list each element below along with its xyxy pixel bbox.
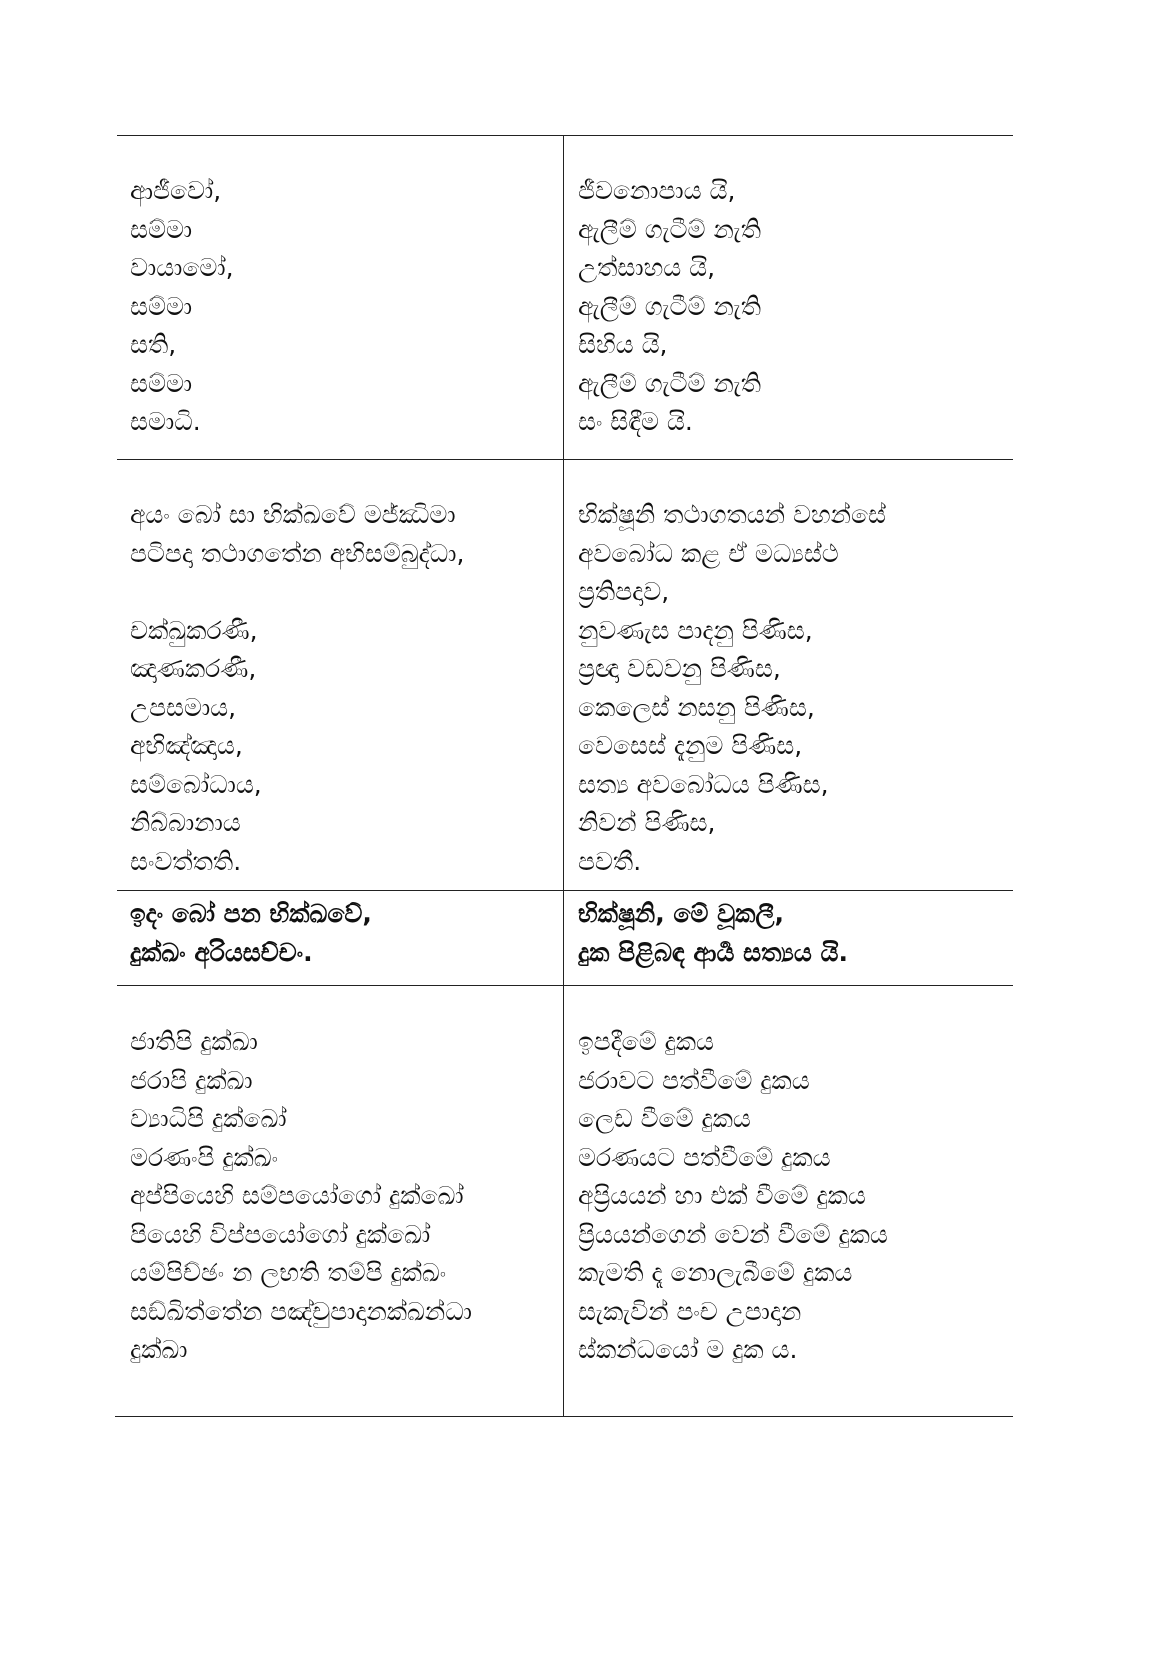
section-2-pali — [130, 496, 464, 881]
sinhala-line: උත්සාහය යි, — [578, 253, 716, 282]
sinhala-line: දුක පිළිබඳ ආර්‍ය සත්‍යය යි. — [578, 937, 849, 967]
sinhala-line: ඉපදීමේ දුකය — [578, 1027, 714, 1056]
row-divider-1 — [117, 459, 1013, 460]
pali-line: චක්ඛුකරණී, — [130, 615, 258, 645]
sinhala-line: කෙලෙස් නසනු පිණිස, — [578, 692, 815, 722]
section-1-pali — [130, 172, 234, 442]
pali-line: දුක්ඛං අරියසච්චං. — [130, 937, 313, 967]
section-4-pali — [130, 1023, 472, 1370]
pali-line: සම්බෝධාය, — [130, 769, 262, 799]
sinhala-line: ජරාවට පත්වීමේ දුකය — [578, 1065, 810, 1095]
section-4-sinhala — [578, 1023, 888, 1370]
sinhala-line: අප්‍රියයන් හා එක් වීමේ දුකය — [578, 1181, 866, 1210]
sinhala-line: ජීවනොපාය යි, — [578, 176, 736, 205]
sinhala-line: සං සිඳීම යි. — [578, 407, 693, 436]
sinhala-line: ඇලීම් ගැටීම් නැති — [578, 291, 762, 321]
blank-line — [130, 573, 464, 612]
pali-line: අභිඤ්ඤාය, — [130, 731, 243, 760]
pali-line: වායාමෝ, — [130, 253, 234, 282]
sinhala-line: භික්ෂූනි තථාගතයන් වහන්සේ — [578, 500, 886, 529]
pali-line: යම්පිච්ඡං න ලභති තම්පි දුක්ඛං — [130, 1258, 447, 1287]
sinhala-line: නිවන් පිණිස, — [578, 808, 716, 837]
pali-line: පටිපදා තථාගතේන අභිසම්බුද්ධා, — [130, 538, 465, 568]
section-1-sinhala — [578, 172, 761, 442]
sinhala-line: සිහිය යි, — [578, 330, 668, 359]
pali-line: අප්පියෙහි සම්පයෝගෝ දුක්ඛෝ — [130, 1181, 464, 1210]
sinhala-line: ප්‍රියයන්ගෙන් වෙන් වීමේ දුකය — [578, 1219, 888, 1249]
pali-line: සම්මා — [130, 214, 193, 244]
sinhala-line: ස්කන්ධයෝ ම දුක ය. — [578, 1335, 798, 1364]
pali-line: ඉදං බෝ පන භික්ඛවේ, — [130, 899, 372, 928]
sinhala-line: ප්‍රතිපදාව, — [578, 577, 670, 606]
pali-line: මරණංපි දුක්ඛං — [130, 1142, 278, 1172]
sinhala-line: වෙසෙස් දැනුම පිණිස, — [578, 731, 803, 760]
pali-line: ජාතිපි දුක්ඛා — [130, 1027, 258, 1056]
row-divider-2 — [117, 890, 1013, 891]
sinhala-line: සැකැවින් පංච උපාදාන — [578, 1296, 802, 1326]
section-3-pali — [130, 895, 372, 972]
sinhala-line: පවතී. — [578, 846, 642, 876]
pali-line: ආජීවෝ, — [130, 176, 222, 205]
sinhala-line: ප්‍රඥා වඩවනු පිණිස, — [578, 654, 781, 683]
sinhala-line: ඇලීම් ගැටීම් නැති — [578, 214, 762, 244]
sinhala-line: භික්ෂූනි, මේ වූකලී, — [578, 899, 784, 928]
pali-line: සමාධි. — [130, 407, 201, 436]
table-top-border — [117, 135, 1013, 136]
sinhala-line: කැමති දෑ නොලැබීමේ දුකය — [578, 1258, 853, 1287]
pali-line: සම්මා — [130, 291, 193, 321]
pali-line: සඞ්ඛිත්තේන පඤ්චුපාදානක්ඛන්ධා — [130, 1296, 472, 1326]
pali-line: ජරාපි දුක්ඛා — [130, 1065, 253, 1095]
pali-line: උපසමාය, — [130, 692, 237, 722]
sinhala-line: සත්‍ය අවබෝධය පිණිස, — [578, 769, 829, 799]
pali-line: නිබ්බානාය — [130, 808, 241, 837]
sinhala-line: නුවණැස පාදනු පිණිස, — [578, 615, 813, 645]
column-divider — [563, 135, 564, 1417]
pali-line: පියෙහි විප්පයෝගෝ දුක්ඛෝ — [130, 1219, 431, 1249]
table-bottom-border — [115, 1416, 1013, 1417]
row-divider-3 — [117, 985, 1013, 986]
sinhala-line: අවබෝධ කළ ඒ මධ්‍යස්ථ — [578, 538, 839, 568]
sinhala-line: ඇලීම් ගැටීම් නැති — [578, 368, 762, 398]
section-3-sinhala — [578, 895, 848, 972]
pali-line: දුක්ඛා — [130, 1335, 188, 1364]
pali-line: සම්මා — [130, 368, 193, 398]
sinhala-line: මරණයට පත්වීමේ දුකය — [578, 1142, 831, 1172]
pali-line: ව්‍යාධිපි දුක්ඛෝ — [130, 1104, 287, 1133]
sinhala-line: ලෙඩ වීමේ දුකය — [578, 1104, 751, 1133]
section-2-sinhala — [578, 496, 886, 881]
pali-line: අයං බෝ සා භික්ඛවේ මජ්ඣිමා — [130, 500, 456, 529]
pali-line: සති, — [130, 330, 177, 359]
pali-line: ඤාණකරණී, — [130, 654, 257, 683]
pali-line: සංවත්තති. — [130, 846, 242, 876]
